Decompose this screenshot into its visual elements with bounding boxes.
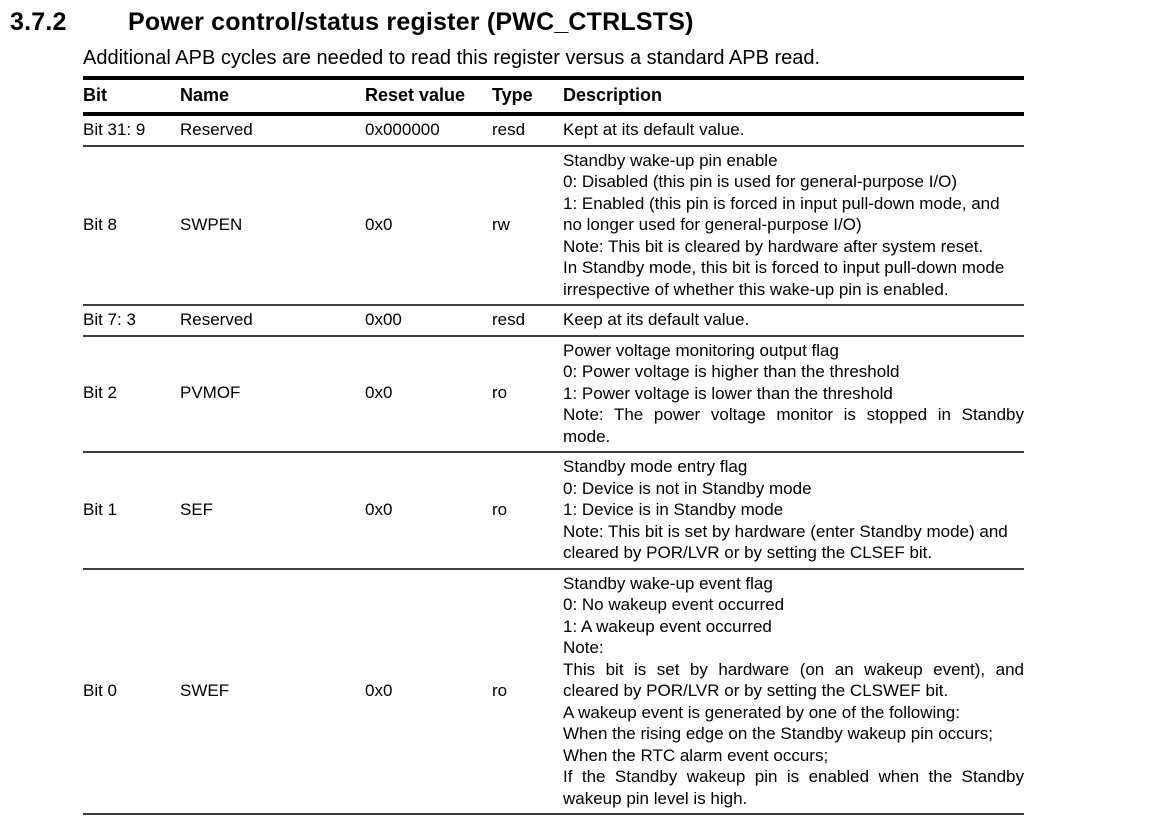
description-line: 1: Device is in Standby mode bbox=[563, 500, 784, 519]
type-cell: ro bbox=[492, 499, 508, 519]
description-line: Keep at its default value. bbox=[563, 310, 750, 329]
description-line: wakeup pin level is high. bbox=[563, 788, 748, 808]
description-cell bbox=[563, 114, 1024, 146]
header-reset-value: Reset value bbox=[365, 85, 466, 105]
section-title: Power control/status register (PWC_CTRLSTS) bbox=[128, 8, 694, 36]
header-name: Name bbox=[180, 85, 230, 105]
description-line: 1: Power voltage is lower than the threshold bbox=[563, 383, 893, 403]
description-line: 0: No wakeup event occurred bbox=[563, 595, 785, 614]
bit-cell: Bit 1 bbox=[83, 499, 118, 519]
reset-value-cell: 0x0 bbox=[365, 680, 393, 700]
description-line: Note: This bit is cleared by hardware after system reset. bbox=[563, 236, 984, 256]
description-line: 0: Disabled (this pin is used for general-purpose I/O) bbox=[563, 172, 958, 191]
name-cell: Reserved bbox=[180, 309, 253, 329]
section-heading bbox=[0, 0, 1152, 37]
description-line: cleared by POR/LVR or by setting the CLSWEF bit. bbox=[563, 681, 949, 700]
name-cell: PVMOF bbox=[180, 383, 241, 403]
reset-value-cell: 0x00 bbox=[365, 309, 402, 329]
description-line: Standby wake-up event flag bbox=[563, 573, 773, 593]
table-row bbox=[83, 114, 1024, 146]
description-line: 1: Enabled (this pin is forced in input pull-down mode, and bbox=[563, 193, 1000, 213]
intro-paragraph: Additional APB cycles are needed to read this register versus a standard APB read. bbox=[83, 47, 821, 69]
type-cell: ro bbox=[492, 680, 508, 700]
reset-value-cell: 0x0 bbox=[365, 214, 393, 234]
description-cell bbox=[563, 336, 1024, 453]
section-number: 3.7.2 bbox=[10, 8, 67, 36]
header-bit: Bit bbox=[83, 85, 107, 105]
description-line: Note: The power voltage monitor is stopped in Standby bbox=[563, 405, 1024, 424]
description-line: irrespective of whether this wake-up pin is enabled. bbox=[563, 279, 949, 299]
description-line: If the Standby wakeup pin is enabled when the Standby bbox=[563, 767, 1024, 786]
description-line: This bit is set by hardware (on an wakeup event), and bbox=[563, 659, 1024, 679]
description-line: Kept at its default value. bbox=[563, 120, 745, 139]
reset-value-cell: 0x0 bbox=[365, 383, 393, 403]
description-line: When the RTC alarm event occurs; bbox=[563, 745, 829, 765]
description-cell bbox=[563, 452, 1024, 569]
table-row bbox=[83, 336, 1024, 453]
reset-value-cell: 0x0 bbox=[365, 499, 393, 519]
description-line: Power voltage monitoring output flag bbox=[563, 340, 839, 360]
description-line: 0: Power voltage is higher than the threshold bbox=[563, 362, 900, 381]
reset-value-cell: 0x000000 bbox=[365, 119, 440, 139]
description-line: 0: Device is not in Standby mode bbox=[563, 478, 812, 498]
description-cell bbox=[563, 569, 1024, 815]
name-cell: SWPEN bbox=[180, 214, 243, 234]
type-cell: ro bbox=[492, 383, 508, 403]
description-line: A wakeup event is generated by one of the following: bbox=[563, 702, 960, 722]
bit-cell: Bit 8 bbox=[83, 214, 118, 234]
description-line: mode. bbox=[563, 426, 611, 446]
bit-cell: Bit 7: 3 bbox=[83, 309, 136, 329]
section-content bbox=[83, 47, 1024, 815]
type-cell: resd bbox=[492, 119, 526, 139]
description-line: In Standby mode, this bit is forced to input pull-down mode bbox=[563, 258, 1005, 277]
bit-cell: Bit 31: 9 bbox=[83, 119, 146, 139]
description-line: Standby wake-up pin enable bbox=[563, 150, 778, 170]
register-table bbox=[83, 76, 1024, 815]
description-line: Note: This bit is set by hardware (enter Standby mode) and bbox=[563, 521, 1008, 541]
register-table-body bbox=[83, 114, 1024, 814]
description-line: cleared by POR/LVR or by setting the CLSEF bit. bbox=[563, 543, 933, 562]
description-cell bbox=[563, 146, 1024, 306]
name-cell: Reserved bbox=[180, 119, 253, 139]
header-description: Description bbox=[563, 85, 663, 105]
bit-cell: Bit 0 bbox=[83, 680, 118, 700]
type-cell: rw bbox=[492, 214, 510, 234]
description-line: Standby mode entry flag bbox=[563, 457, 748, 476]
table-row bbox=[83, 569, 1024, 815]
table-row bbox=[83, 305, 1024, 336]
table-row bbox=[83, 452, 1024, 569]
name-cell: SWEF bbox=[180, 680, 230, 700]
description-line: no longer used for general-purpose I/O) bbox=[563, 215, 862, 234]
description-line: Note: bbox=[563, 638, 604, 657]
description-line: When the rising edge on the Standby wakeup pin occurs; bbox=[563, 724, 993, 743]
table-row bbox=[83, 146, 1024, 306]
table-header-row bbox=[83, 78, 1024, 114]
name-cell: SEF bbox=[180, 499, 214, 519]
type-cell: resd bbox=[492, 309, 526, 329]
description-line: 1: A wakeup event occurred bbox=[563, 616, 772, 636]
description-cell bbox=[563, 305, 1024, 336]
header-type: Type bbox=[492, 85, 533, 105]
bit-cell: Bit 2 bbox=[83, 383, 118, 403]
